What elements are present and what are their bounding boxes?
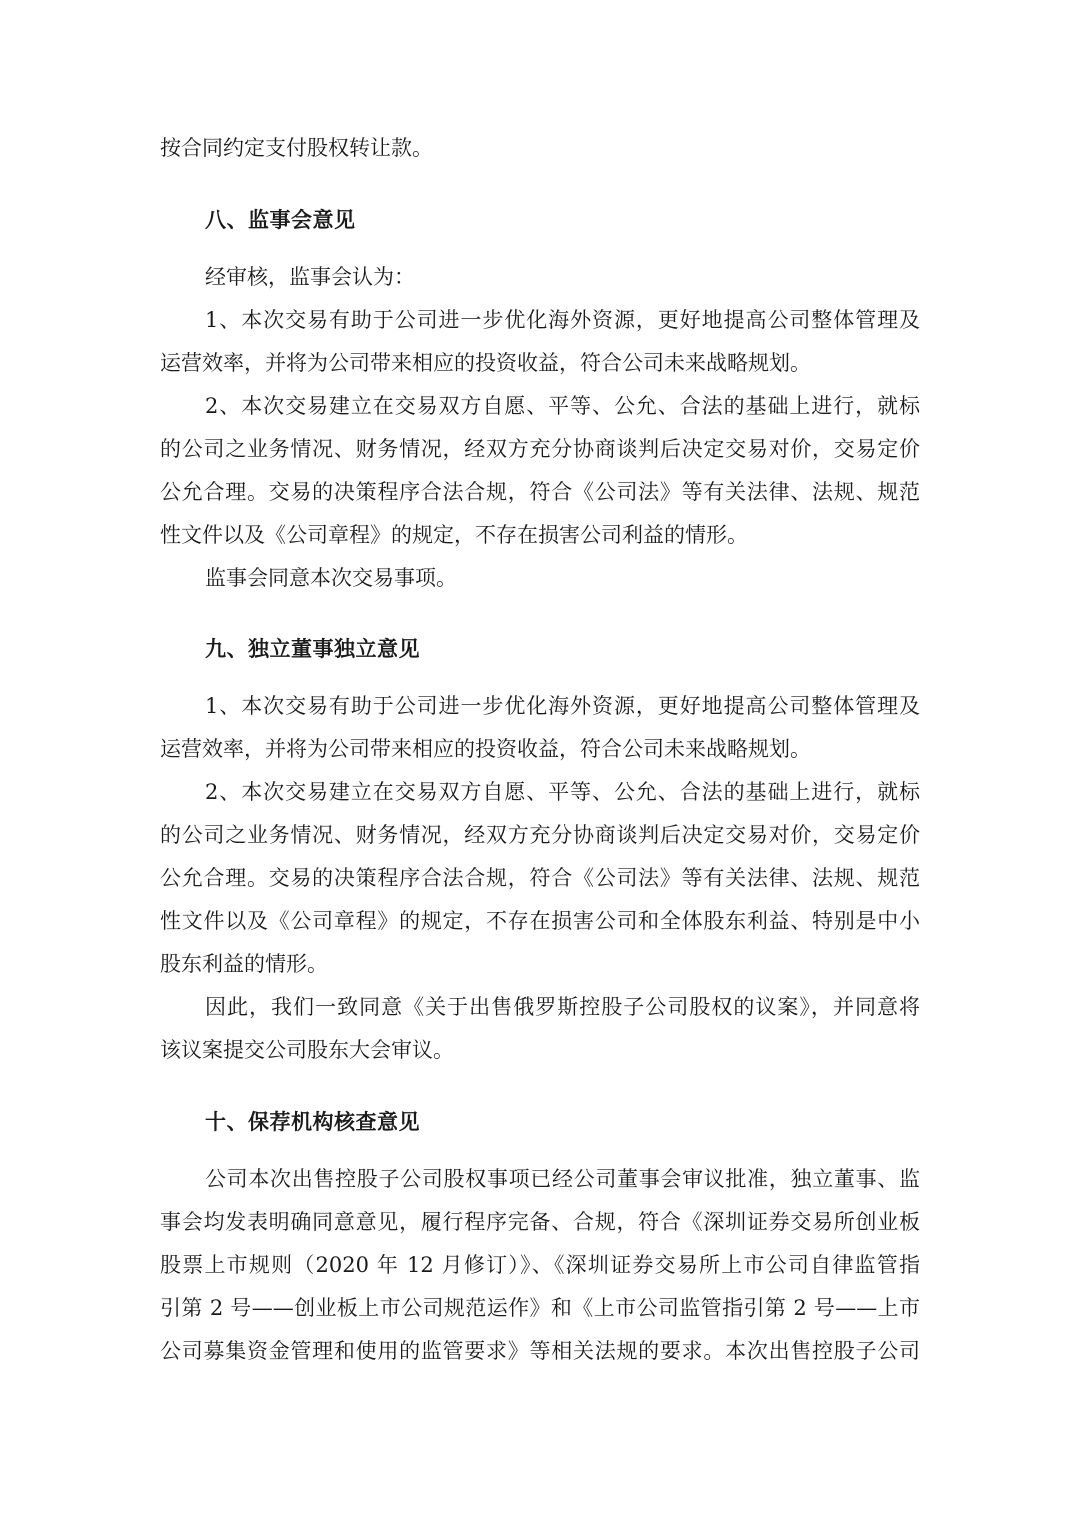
section-8-item2-line: 性文件以及《公司章程》的规定，不存在损害公司利益的情形。 [160,523,748,547]
section-8-conclusion: 监事会同意本次交易事项。 [205,566,457,590]
section-8-intro: 经审核，监事会认为： [205,265,415,289]
section-9-item2-line: 公允合理。交易的决策程序合法合规，符合《公司法》等有关法律、法规、规范 [160,866,920,890]
section-8-item2-line: 公允合理。交易的决策程序合法合规，符合《公司法》等有关法律、法规、规范 [160,480,920,504]
continuation-text: 按合同约定支付股权转让款。 [160,136,433,160]
section-9-heading: 九、独立董事独立意见 [205,636,420,661]
section-9-conclusion-line: 因此，我们一致同意《关于出售俄罗斯控股子公司股权的议案》，并同意将 [205,995,920,1019]
section-9-item1-line: 运营效率，并将为公司带来相应的投资收益，符合公司未来战略规划。 [160,737,811,761]
section-8-heading: 八、监事会意见 [205,207,356,232]
section-10-body-line: 公司本次出售控股子公司股权事项已经公司董事会审议批准，独立董事、监 [205,1167,920,1191]
section-8-item2-line: 2、本次交易建立在交易双方自愿、平等、公允、合法的基础上进行，就标 [205,394,920,418]
section-10-body-line: 事会均发表明确同意意见，履行程序完备、合规，符合《深圳证券交易所创业板 [160,1210,920,1234]
section-10-body-line: 公司募集资金管理和使用的监管要求》等相关法规的要求。本次出售控股子公司 [160,1339,920,1363]
section-8-item2-line: 的公司之业务情况、财务情况，经双方充分协商谈判后决定交易对价，交易定价 [160,437,920,461]
section-9-item1-line: 1、本次交易有助于公司进一步优化海外资源，更好地提高公司整体管理及 [205,694,920,718]
section-9-item2-line: 的公司之业务情况、财务情况，经双方充分协商谈判后决定交易对价，交易定价 [160,823,920,847]
section-8-item1-line: 1、本次交易有助于公司进一步优化海外资源，更好地提高公司整体管理及 [205,308,920,332]
section-9-item2-line: 股东利益的情形。 [160,952,328,976]
section-9-item2-line: 2、本次交易建立在交易双方自愿、平等、公允、合法的基础上进行，就标 [205,780,920,804]
section-8-item1-line: 运营效率，并将为公司带来相应的投资收益，符合公司未来战略规划。 [160,351,811,375]
section-9-item2-line: 性文件以及《公司章程》的规定，不存在损害公司和全体股东利益、特别是中小 [160,909,920,933]
section-10-heading: 十、保荐机构核查意见 [205,1109,420,1134]
section-10-body-line: 股票上市规则（2020 年 12 月修订）》、《深圳证券交易所上市公司自律监管指 [160,1253,920,1277]
section-10-body-line: 引第 2 号——创业板上市公司规范运作》和《上市公司监管指引第 2 号——上市 [160,1296,920,1320]
section-9-conclusion-line: 该议案提交公司股东大会审议。 [160,1038,454,1062]
